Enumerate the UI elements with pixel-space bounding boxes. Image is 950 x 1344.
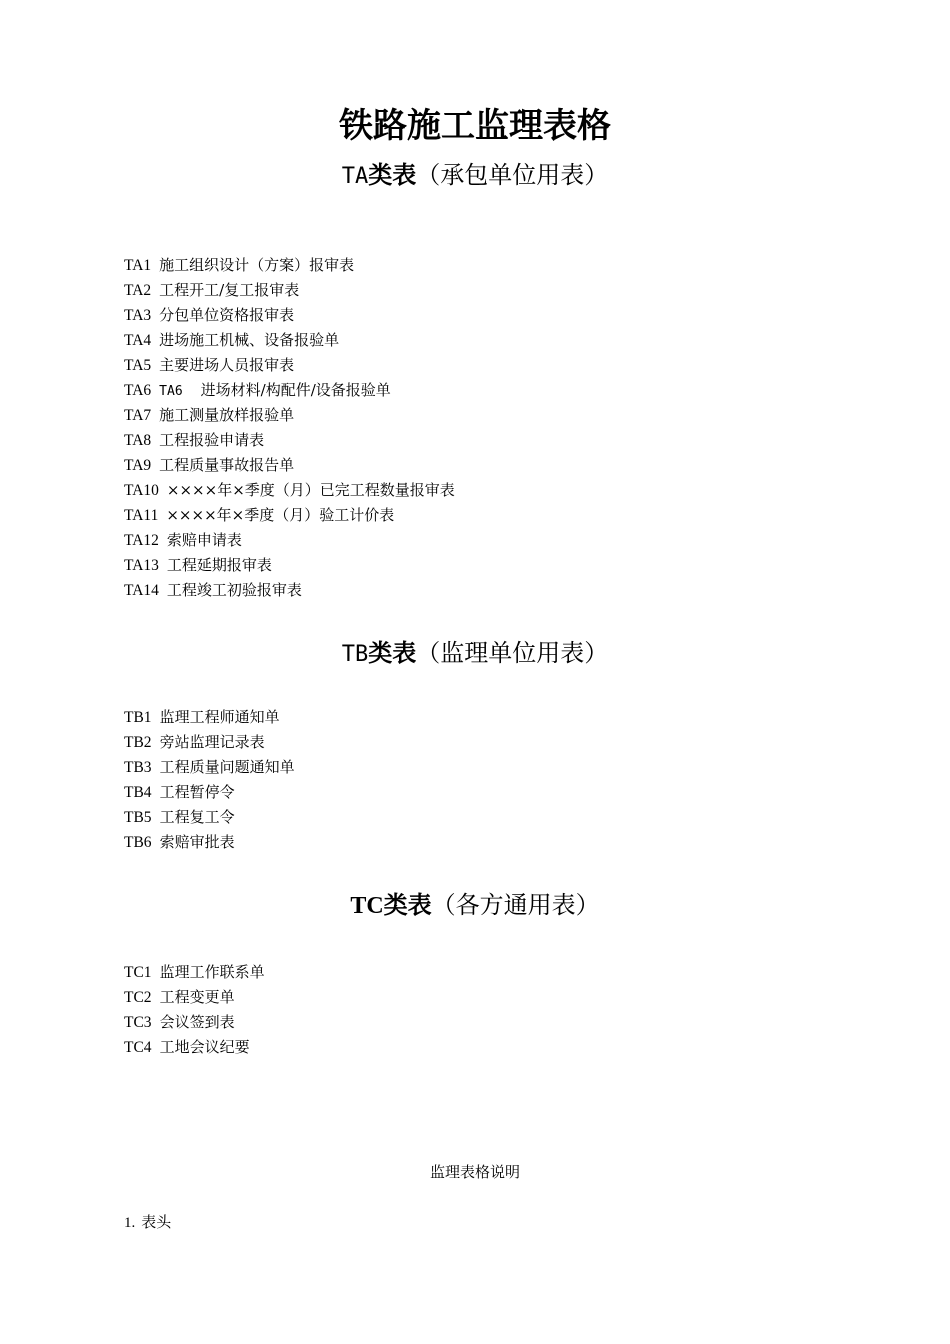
form-code: TA2 bbox=[124, 282, 152, 299]
notes-title: 监理表格说明 bbox=[429, 1163, 520, 1181]
form-label: 工程延期报审表 bbox=[166, 556, 272, 574]
section-code: TB bbox=[341, 642, 369, 667]
tb-form-list bbox=[124, 705, 295, 855]
form-label: 旁站监理记录表 bbox=[159, 733, 265, 751]
list-item bbox=[124, 278, 455, 303]
form-label: 进场施工机械、设备报验单 bbox=[159, 331, 340, 349]
form-code: TA9 bbox=[124, 457, 152, 474]
form-label: 监理工作联系单 bbox=[159, 963, 265, 981]
list-item bbox=[124, 805, 295, 830]
form-label: 进场材料/构配件/设备报验单 bbox=[200, 381, 391, 399]
form-label: 分包单位资格报审表 bbox=[159, 306, 295, 324]
list-item bbox=[124, 453, 455, 478]
form-label: 工程报验申请表 bbox=[159, 431, 265, 449]
form-label: 工程变更单 bbox=[159, 988, 235, 1006]
section-name: 类表 bbox=[368, 638, 417, 667]
section-subtitle: （监理单位用表） bbox=[416, 639, 609, 667]
form-label: 工程开工/复工报审表 bbox=[159, 281, 300, 299]
list-item bbox=[124, 303, 455, 328]
form-code: TC4 bbox=[124, 1039, 152, 1056]
section-code: TC bbox=[350, 893, 384, 919]
list-item bbox=[124, 478, 455, 503]
section-title-tb bbox=[0, 637, 950, 671]
form-code: TB2 bbox=[124, 734, 152, 751]
list-item bbox=[124, 730, 295, 755]
section-title-tc bbox=[0, 889, 950, 922]
list-item bbox=[124, 985, 265, 1010]
tc-form-list bbox=[124, 960, 265, 1060]
list-item bbox=[124, 1035, 265, 1060]
notes-item bbox=[124, 1210, 171, 1236]
notes-item-label: 表头 bbox=[141, 1213, 172, 1231]
document-title: 铁路施工监理表格 bbox=[339, 106, 611, 146]
form-label: 工程质量问题通知单 bbox=[159, 758, 295, 776]
list-item bbox=[124, 755, 295, 780]
form-label: 工地会议纪要 bbox=[159, 1038, 250, 1056]
form-code: TA14 bbox=[124, 582, 159, 599]
form-label: ××××年×季度（月）验工计价表 bbox=[166, 506, 395, 524]
section-subtitle: （承包单位用表） bbox=[416, 161, 609, 189]
section-title-ta bbox=[0, 159, 950, 193]
section-subtitle: （各方通用表） bbox=[431, 891, 600, 919]
form-code: TA10 bbox=[124, 482, 159, 499]
form-code: TA8 bbox=[124, 432, 152, 449]
notes-item-number: 1. bbox=[124, 1215, 136, 1231]
form-code: TA3 bbox=[124, 307, 152, 324]
list-item bbox=[124, 960, 265, 985]
list-item bbox=[124, 528, 455, 553]
form-code: TB6 bbox=[124, 834, 152, 851]
ta-form-list bbox=[124, 253, 455, 603]
list-item bbox=[124, 553, 455, 578]
form-code: TC2 bbox=[124, 989, 152, 1006]
form-code: TA1 bbox=[124, 257, 152, 274]
list-item bbox=[124, 578, 455, 603]
section-name: 类表 bbox=[368, 160, 417, 189]
form-label: 索赔申请表 bbox=[166, 531, 242, 549]
form-label: 施工测量放样报验单 bbox=[159, 406, 295, 424]
form-code: TA7 bbox=[124, 407, 152, 424]
list-item bbox=[124, 705, 295, 730]
form-code: TB3 bbox=[124, 759, 152, 776]
form-code: TA6 bbox=[124, 382, 152, 399]
form-code: TA13 bbox=[124, 557, 159, 574]
form-label: 工程质量事故报告单 bbox=[159, 456, 295, 474]
form-label: 会议签到表 bbox=[159, 1013, 235, 1031]
section-name: 类表 bbox=[383, 890, 432, 919]
form-code: TA12 bbox=[124, 532, 159, 549]
form-label: 工程竣工初验报审表 bbox=[166, 581, 302, 599]
form-label: 施工组织设计（方案）报审表 bbox=[159, 256, 355, 274]
form-code: TC1 bbox=[124, 964, 152, 981]
list-item bbox=[124, 1010, 265, 1035]
form-code: TA4 bbox=[124, 332, 152, 349]
form-code: TC3 bbox=[124, 1014, 152, 1031]
form-code: TB5 bbox=[124, 809, 152, 826]
list-item bbox=[124, 328, 455, 353]
form-code: TB1 bbox=[124, 709, 152, 726]
list-item bbox=[124, 428, 455, 453]
form-code-duplicate: TA6 bbox=[159, 384, 183, 399]
list-item bbox=[124, 503, 455, 528]
list-item bbox=[124, 780, 295, 805]
list-item bbox=[124, 253, 455, 278]
form-label: 工程复工令 bbox=[159, 808, 235, 826]
section-code: TA bbox=[341, 164, 369, 189]
list-item bbox=[124, 378, 455, 403]
form-label: 主要进场人员报审表 bbox=[159, 356, 295, 374]
form-code: TA5 bbox=[124, 357, 152, 374]
form-label: ××××年×季度（月）已完工程数量报审表 bbox=[166, 481, 455, 499]
list-item bbox=[124, 403, 455, 428]
form-label: 监理工程师通知单 bbox=[159, 708, 280, 726]
list-item bbox=[124, 353, 455, 378]
form-label: 工程暂停令 bbox=[159, 783, 235, 801]
list-item bbox=[124, 830, 295, 855]
form-code: TB4 bbox=[124, 784, 152, 801]
form-code: TA11 bbox=[124, 507, 159, 524]
form-label: 索赔审批表 bbox=[159, 833, 235, 851]
